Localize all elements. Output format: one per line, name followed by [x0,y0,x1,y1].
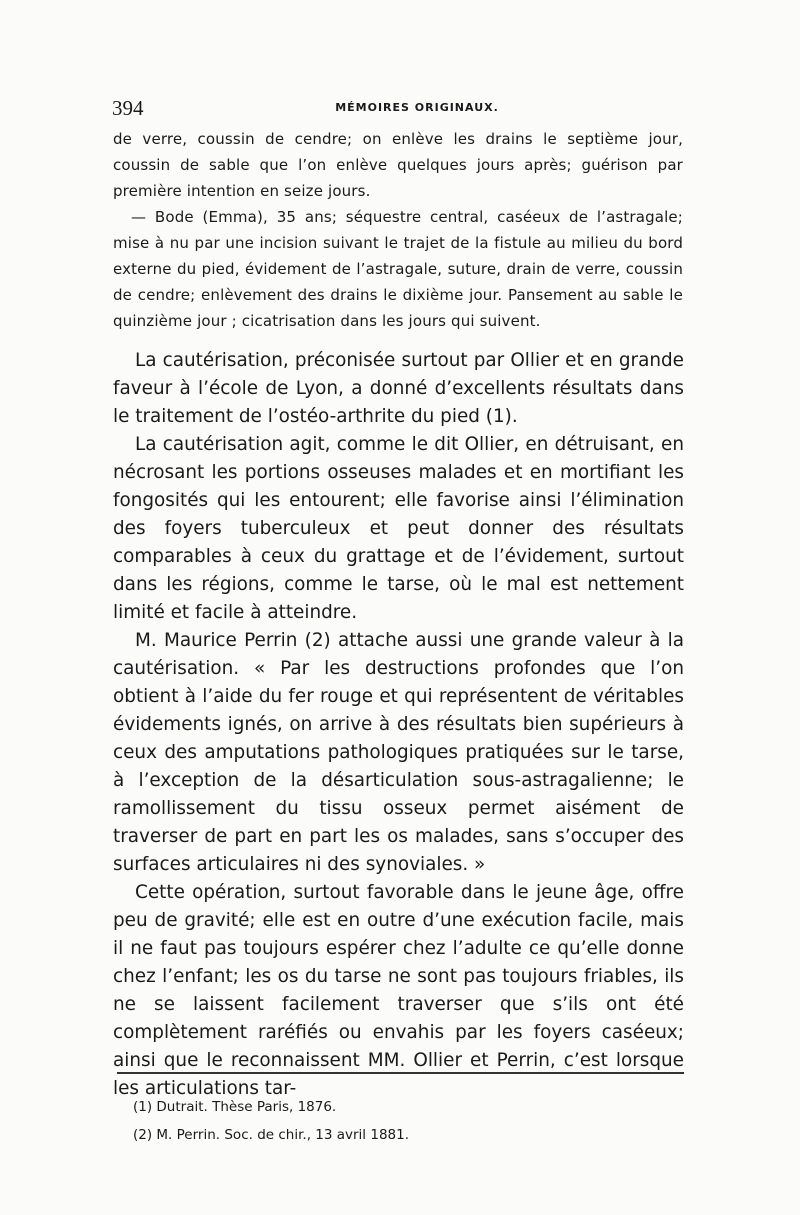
footnote: (1) Dutrait. Thèse Paris, 1876. [133,1099,337,1115]
main-text [113,347,684,1103]
running-title: MÉMOIRES ORIGINAUX. [335,101,499,114]
body-paragraph: Cette opération, surtout favorable dans le jeune âge, offre peu de gravité; elle est en outre d’une exécution facile, mais il ne faut pas toujours espérer chez l’adulte ce qu’elle donne chez l’enfant; les os du tarse ne sont pas toujours friables, ils ne se laissent facilement traverser que s’ils ont été complètement raréfiés ou envahis par les foyers caséeux; ainsi que le reconnaissent MM. Ollier et Perrin, c’est lorsque les articulations tar- [113,882,684,1099]
case-report-block [113,126,683,334]
body-paragraph: La cautérisation, préconisée surtout par Ollier et en grande faveur à l’école de Lyon, a donné d’excellents résultats dans le traitement de l’ostéo-arthrite du pied (1). [113,350,684,427]
footnotes [133,1093,683,1149]
page-number: 394 [112,96,144,120]
case-report-paragraph: de verre, coussin de cendre; on enlève les drains le septième jour, coussin de sable que l’on enlève quelques jours après; guérison par première intention en seize jours. [113,130,683,200]
body-paragraph: La cautérisation agit, comme le dit Ollier, en détruisant, en nécrosant les portions osseuses malades et en mortifiant les fongosités qui les entourent; elle favorise ainsi l’élimination des foyers tuberculeux et peut donner des résultats comparables à ceux du grattage et de l’évidement, surtout dans les régions, comme le tarse, où le mal est nettement limité et facile à atteindre. [113,434,684,623]
page-header [112,96,682,122]
footnote: (2) M. Perrin. Soc. de chir., 13 avril 1881. [133,1127,409,1143]
case-report-paragraph: — Bode (Emma), 35 ans; séquestre central, caséeux de l’astragale; mise à nu par une incision suivant le trajet de la fistule au milieu du bord externe du pied, évidement de l’astragale, suture, drain de verre, coussin de cendre; enlèvement des drains le dixième jour. Pansement au sable le quinzième jour ; cicatrisation dans les jours qui suivent. [113,208,683,330]
body-paragraph: M. Maurice Perrin (2) attache aussi une grande valeur à la cautérisation. « Par les destructions profondes que l’on obtient à l’aide du fer rouge et qui représentent de véritables évidements ignés, on arrive à des résultats bien supérieurs à ceux des amputations pathologiques pratiquées sur le tarse, à l’exception de la désarticulation sous-astragalienne; le ramollissement du tissu osseux permet aisément de traverser de part en part les os malades, sans s’occuper des surfaces articulaires ni des synoviales. » [113,630,684,875]
footnote-divider [117,1072,684,1074]
